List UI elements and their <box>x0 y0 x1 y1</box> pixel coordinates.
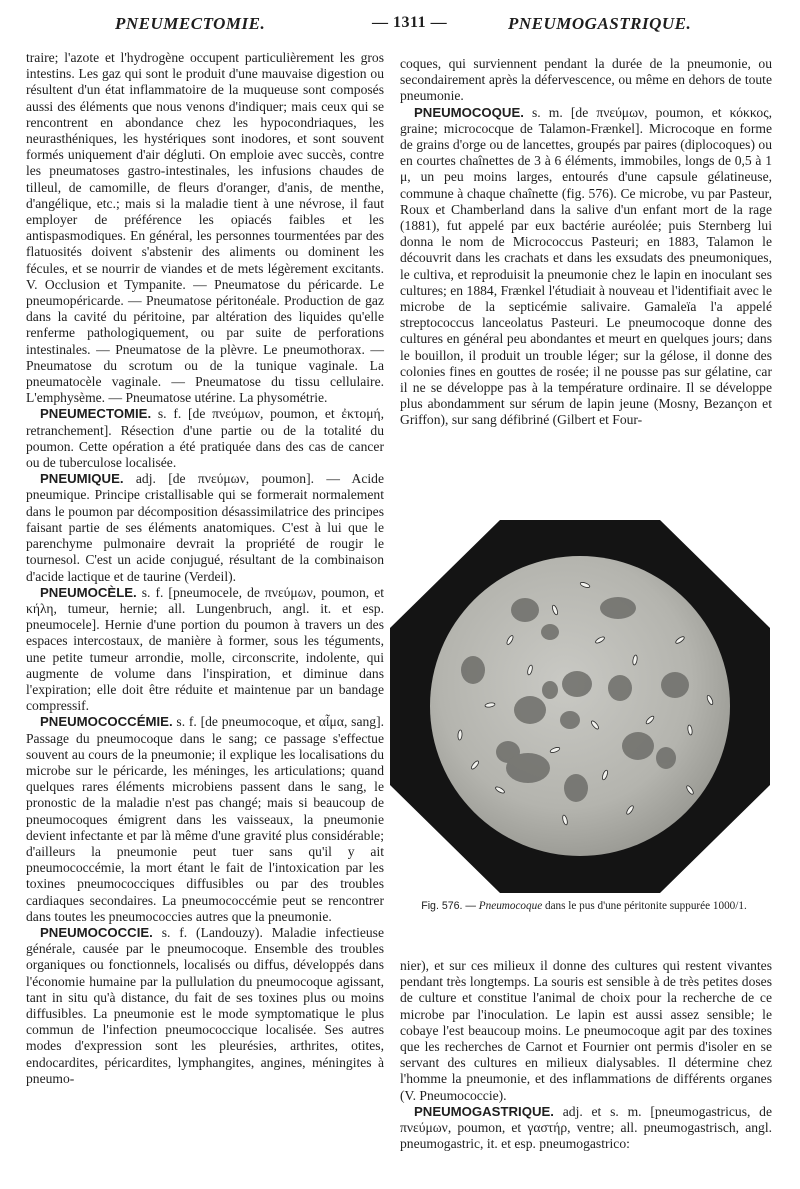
page-header <box>0 14 800 38</box>
header-left-guide-word: PNEUMECTOMIE. <box>115 14 266 33</box>
page-number: — 1311 — <box>372 14 448 31</box>
entry-headword: PNEUMOCOCCIE. <box>40 924 153 940</box>
figure-caption-title: Pneumocoque <box>478 900 543 912</box>
left-column <box>26 50 384 1087</box>
dictionary-entry <box>400 56 772 105</box>
entry-text: s. m. [de πνεύμων, poumon, et κόκκος, graine; micrococque de Talamon-Frænkel]. Microcoque en forme de grains d'orge ou de lancettes, groupés par paires (diplocoques) ou en courtes chaînettes de 3 à 6 éléments, immobiles, longs de 0,5 à 1 μ, un peu moins larges, entourés d'une capsule gélatineuse, commune à chaque chaînette (fig. 576). Ce microbe, vu par Pasteur, Roux et Chamberland dans la salive d'un enfant mort de la rage (1881), fut appelé par eux bactérie auréolée; puis Sternberg lui donna le nom de Micrococcus Pasteuri; en 1883, Talamon le découvrit dans les crachats et dans les exsudats des pneumoniques, le cultiva, et reproduisit la pneumonie chez le lapin en inoculant ses cultures; en 1884, Frænkel l'étudiait à nouveau et l'identifiait avec le microbe de la septicémie salivaire. Gamaleïa l'a appelé streptococcus lanceolatus Pasteuri. Le pneumocoque donne des cultures en général peu abondantes et meurt en quelques jours; dans le bouillon, il produit un trouble léger; sur la gélose, il donne des colonies fines en gouttes de rosée; il ne pousse pas sur gélatine, car il ne se développe pas à la température ordinaire. Il se développe plus abondamment sur sérum de lapin jeune (Mosny, Bezançon et Griffon), sur sang défibriné (Gilbert et Four- <box>400 104 772 428</box>
entry-text: s. f. [de πνεύμων, poumon, et ἐκτομή, retranchement]. Résection d'une partie ou de la totalité du poumon. Cette opération a été pratiquée dans des cas de cancer ou de tuberculose localisée. <box>26 406 384 471</box>
entry-headword: PNEUMOCOQUE. <box>414 104 524 120</box>
micrograph-image <box>390 520 770 893</box>
entry-headword: PNEUMOCOCCÉMIE. <box>40 714 173 730</box>
entry-text: s. f. [de pneumocoque, et αἷμα, sang]. Passage du pneumocoque dans le sang; ce passage s'effectue souvent au cours de la pneumonie; il explique les localisations du microbe sur le péricarde, les méninges, les articulations; quand quelques rares éléments microbiens passent dans le sang, le pronostic de la maladie n'est pas changé; mais si beaucoup de pneumocoques émigrent dans les vaisseaux, la pneumonie devient infectante et par là même d'une gravité plus considérable; d'ailleurs la pneumonie peut tuer sans qu'il y ait pneumococcémie, la mort étant le fait de l'intoxication par les toxines pneumococciques diffusibles ou par des troubles cardiaques secondaires. La pneumococcémie peut se rencontrer dans toutes les pneumococcies autres que la pneumonie. <box>26 714 384 924</box>
entry-headword: PNEUMOCÈLE. <box>40 584 137 600</box>
dictionary-entry <box>26 585 384 715</box>
right-column-bottom <box>400 958 772 1152</box>
entry-headword: PNEUMIQUE. <box>40 471 124 487</box>
figure-caption-text: dans le pus d'une péritonite suppurée 1000/1. <box>544 900 747 912</box>
entry-text: coques, qui surviennent pendant la durée de la pneumonie, ou secondairement après la défervescence, ou même en dehors de toute pneumonie. <box>400 56 772 104</box>
entry-text: nier), et sur ces milieux il donne des cultures qui restent vivantes pendant très longtemps. La souris est sensible à de très petites doses de culture et constitue l'animal de choix pour la recherche de ce microbe par l'inoculation. Le lapin est aussi assez sensible; le cobaye l'est beaucoup moins. Le pneumocoque agit par des toxines que les recherches de Carnot et Fournier ont permis d'isoler en se servant des cultures en milieux dialysables. Il détermine chez l'homme la pneumonie, et des inflammations de différents organes (V. Pneumococcie). <box>400 958 772 1103</box>
figure-576-micrograph <box>390 520 770 893</box>
dictionary-entry <box>26 406 384 471</box>
entry-text: traire; l'azote et l'hydrogène occupent particulièrement les gros intestins. Les gaz qui sont le produit d'une mauvaise digestion ou résultent d'un état inflammatoire de la muqueuse sont composés aussi des éléments que nous venons d'indiquer; mais ceux qui se rencontrent en abondance chez les hypocondriaques, les neurasthéniques, les hystériques sont inodores, et sont souvent formés uniquement d'air dégluti. On emploie avec succès, contre les pneumatoses gastro-intestinales, les infusions chaudes de tilleul, de camomille, de fleurs d'oranger, d'anis, de menthe, d'angélique, etc.; mais si la maladie tient à une névrose, il faut employer de préférence les opiacés faibles et les antispasmodiques. En général, les personnes tourmentées par des flatuosités doivent s'abstenir des aliments ou dominent les fécules, et se nourrir de viandes et de mets légèrement excitants. V. Occlusion et Tympanite. — Pneumatose du péricarde. Le pneumopéricarde. — Pneumatose péritonéale. Production de gaz dans la cavité du péritoine, par altération des liquides qu'elle renferme pathologiquement, ou par suite de perforations intestinales. — Pneumatose de la plèvre. Le pneumothorax. — Pneumatose du scrotum ou de la tunique vaginale. La pneumatocèle vaginale. — Pneumatose du tissu cellulaire. L'emphysème. — Pneumatose utérine. La physométrie. <box>26 50 384 406</box>
entry-text: s. f. (Landouzy). Maladie infectieuse générale, causée par le pneumocoque. Ensemble des troubles organiques ou fonctionnels, localisés ou diffus, développés dans l'économie humaine par la pullulation du pneumocoque agissant, tant in situ qu'à distance, du fait de ses toxines plus ou moins diffusibles. La pneumonie est le mode symptomatique le plus commun de l'infection pneumococcique localisée. Ses autres modes d'expression sont les pleurésies, arthrites, otites, endocardites, péricardites, lymphangites, angines, méningites à pneumo- <box>26 924 384 1086</box>
header-right-guide-word: PNEUMOGASTRIQUE. <box>508 14 692 33</box>
dictionary-entry <box>400 1104 772 1153</box>
dictionary-entry <box>26 471 384 584</box>
entry-text: adj. et s. m. [pneumogastricus, de πνεύμων, poumon, et γαστήρ, ventre; all. pneumogastrisch, angl. pneumogastric, it. et esp. pneumogastrico: <box>400 1103 772 1152</box>
figure-caption-label: Fig. 576. — <box>421 900 476 912</box>
dictionary-entry <box>26 714 384 925</box>
right-column-top <box>400 56 772 429</box>
figure-caption <box>395 900 773 913</box>
entry-text: s. f. [pneumocele, de πνεύμων, poumon, et κήλη, tumeur, hernie; all. Lungenbruch, angl. it. et esp. pneumocele]. Hernie d'une portion du poumon à travers un des espaces intercostaux, de manière à former, sous les téguments, une petite tumeur arrondie, molle, circonscrite, indolente, qui augmente de volume dans l'inspiration, et diminue dans l'expiration; elle doit être réduite et maintenue par un bandage compressif. <box>26 584 384 714</box>
entry-headword: PNEUMECTOMIE. <box>40 406 152 422</box>
entry-text: adj. [de πνεύμων, poumon]. — Acide pneumique. Principe cristallisable qui se formerait normalement dans le poumon par décomposition désassimilatrice des principes faisant partie de ses éléments anatomiques. C'est à lui que le parenchyme pulmonaire devrait la propriété de rougir le tournesol. C'est un acide conjugué, résultant de la combinaison d'acide lactique et de taurine (Verdeil). <box>26 471 384 584</box>
dictionary-entry <box>400 105 772 429</box>
dictionary-entry <box>26 50 384 406</box>
entry-headword: PNEUMOGASTRIQUE. <box>414 1103 554 1119</box>
dictionary-entry <box>26 925 384 1087</box>
dictionary-entry <box>400 958 772 1104</box>
